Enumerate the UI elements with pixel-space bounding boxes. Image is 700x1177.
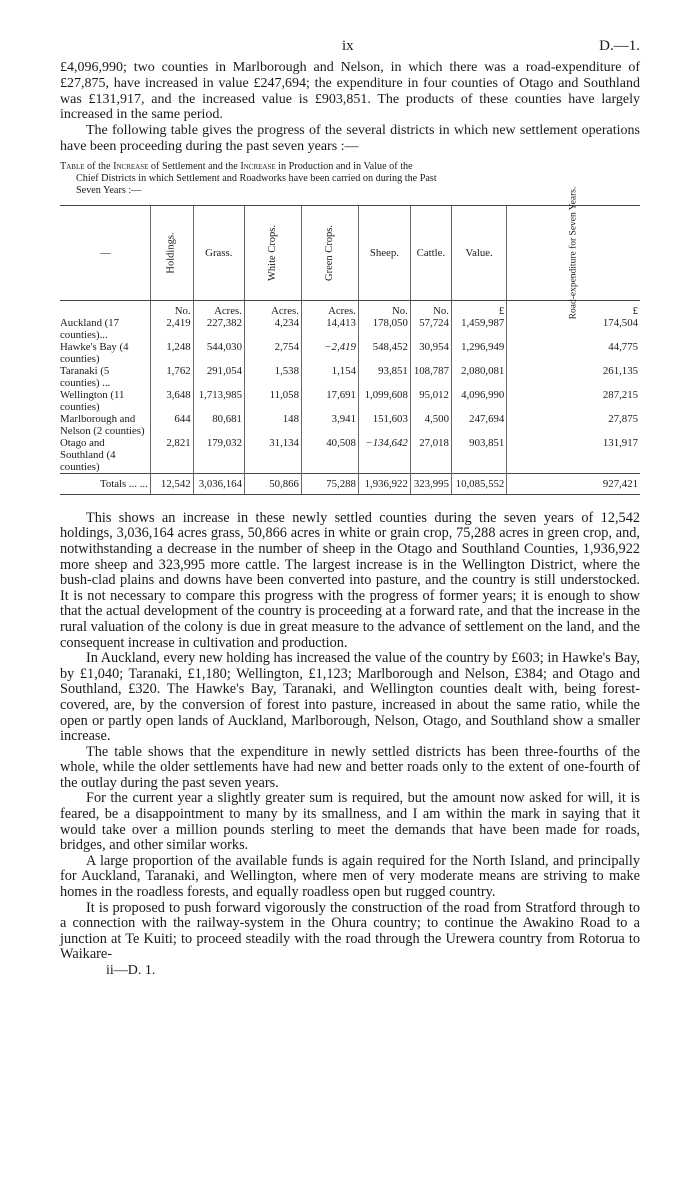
table-cell: 30,954 [410,341,451,365]
table-row [60,317,640,341]
table-cell: 2,080,081 [451,365,506,389]
row-label: Marlborough and Nelson (2 counties) [60,412,145,437]
table-row [60,389,640,413]
body-paragraph-4: For the current year a slightly greater sum is required, but the amount now asked for will, it is feared, be a disappointment to many by its smallness, and I am within the mark in saying that it would take over a million pounds sterling to meet the demands that have been made for roads, bridges, and other similar works. [60,790,640,854]
table-cell: 44,775 [507,341,640,365]
table-cell: 261,135 [507,365,640,389]
table-cell: 2,821 [151,437,193,474]
table-cell: 903,851 [451,437,506,474]
table-row [60,365,640,389]
table-cell: 4,234 [244,317,301,341]
table-cell: 2,419 [151,317,193,341]
body-paragraph-2: In Auckland, every new holding has increased the value of the country by £603; in Hawke's Bay, by £1,040; Taranaki, £1,180; Wellington, £1,123; Marlborough and Nelson, £384; and Otago and Southland, £320. The Hawke's Bay, Taranaki, and Wellington counties dealt with, being forest-covered, are, by the conversion of forest into pasture, increased in about the same ratio, while the open or partly open lands of Auckland, Marlborough, Nelson, Otago, and Southland show a smaller increase. [60,650,640,745]
table-cell: 93,851 [358,365,410,389]
settlement-table [60,186,640,495]
column-header: Holdings. [151,205,193,300]
row-label: Otago and Southland (4 counties) [60,436,116,473]
column-header: Grass. [193,205,244,300]
table-row [60,341,640,365]
table-cell: 1,762 [151,365,193,389]
table-cell: 2,754 [244,341,301,365]
totals-cell: 75,288 [301,473,358,494]
table-cell: 80,681 [193,413,244,437]
table-cell: 644 [151,413,193,437]
table-row [60,413,640,437]
totals-cell: 50,866 [244,473,301,494]
intro-paragraph-2: The following table gives the progress of the several districts in which new settlement operations have been proceeding during the past seven years :— [60,123,640,154]
row-label: Auckland (17 counties)... [60,316,120,341]
row-label: Hawke's Bay (4 counties) [60,340,129,365]
table-cell: 40,508 [301,437,358,474]
totals-cell: 323,995 [410,473,451,494]
column-header: Green Crops. [301,205,358,300]
table-cell: 179,032 [193,437,244,474]
table-cell: 31,134 [244,437,301,474]
table-cell: 95,012 [410,389,451,413]
row-label: Taranaki (5 counties) ... [60,364,111,389]
table-cell: 17,691 [301,389,358,413]
body-paragraph-5: A large proportion of the available funds is again required for the North Island, and principally for Auckland, Taranaki, and Wellington, where men of very moderate means are striving to make homes in the roadless forests, and equally roadless open but rugged country. [60,852,640,901]
body-text [60,511,640,979]
totals-cell: 10,085,552 [451,473,506,494]
totals-cell: 3,036,164 [193,473,244,494]
table-cell: 3,648 [151,389,193,413]
totals-label: Totals ... ... [60,473,151,494]
table-cell: 1,713,985 [193,389,244,413]
table-cell: 291,054 [193,365,244,389]
body-paragraph-1: This shows an increase in these newly settled counties during the seven years of 12,542 holdings, 3,036,164 acres grass, 50,866 acres in white or grain crop, 75,288 acres in green crop, and, notwithstanding a decrease in the number of sheep in the Otago and Southland Counties, 1,936,922 more sheep and 323,995 more cattle. The largest increase is in the Wellington District, where the bush-clad plains and downs have been converted into pasture, and the country is still understocked. It is not necessary to compare this progress with the progress of former years; it is enough to show that the actual development of the country is proceeding at a forward rate, and that the increase in the rural valuation of the colony is due in great measure to the advance of settlement on the land, and the consequent increase in cultivation and production. [60,509,640,651]
totals-cell: 1,936,922 [358,473,410,494]
table-cell: 548,452 [358,341,410,365]
totals-cell: 12,542 [151,473,193,494]
document-page [60,38,640,979]
column-header: Road-expenditure for Seven Years. [507,205,640,300]
row-label: Wellington (11 counties) [60,388,125,413]
body-paragraph-6: It is proposed to push forward vigorously the construction of the road from Stratford through to a connection with the railway-system in the Ohura country; to continue the Awakino Road to a junction at Te Kuiti; to proceed steadily with the road through the Urewera country from Rotorua to Waikare- [60,899,640,963]
units-row: No. Acres. Acres. Acres. No. No. £ £ [60,300,640,317]
table-header-row [60,205,640,300]
column-header: Value. [451,205,506,300]
page-header [60,38,640,60]
body-paragraph-3: The table shows that the expenditure in newly settled districts has been three-fourths of the whole, while the older settlements have had new and better roads only to the extent of one-fourth of the outlay during the past seven years. [60,743,640,791]
table-cell: 14,413 [301,317,358,341]
page-number: ix [342,38,354,54]
table-cell: 1,296,949 [451,341,506,365]
table-cell: −134,642 [358,437,410,474]
table-cell: 178,050 [358,317,410,341]
table-cell: 27,875 [507,413,640,437]
table-cell: 1,099,608 [358,389,410,413]
table-cell: −2,419 [301,341,358,365]
column-header: Cattle. [410,205,451,300]
table-cell: 131,917 [507,437,640,474]
table-cell: 27,018 [410,437,451,474]
table-cell: 1,538 [244,365,301,389]
table-cell: 3,941 [301,413,358,437]
table-cell: 151,603 [358,413,410,437]
table-cell: 1,248 [151,341,193,365]
table-cell: 108,787 [410,365,451,389]
table-row [60,437,640,474]
column-header: — [60,205,151,300]
intro-paragraph-1: £4,096,990; two counties in Marlborough and Nelson, in which there was a road-expenditure of £27,875, have increased in value £247,694; the expenditure in four counties of Otago and Southland was £131,917, and the increased value is £903,851. The products of these counties have largely increased in the same period. [60,60,640,123]
table-cell: 227,382 [193,317,244,341]
footer-signature: ii—D. 1. [106,963,156,978]
table-cell: 1,459,987 [451,317,506,341]
table-cell: 287,215 [507,389,640,413]
table-cell: 174,504 [507,317,640,341]
table-cell: 11,058 [244,389,301,413]
table-cell: 148 [244,413,301,437]
table-cell: 4,096,990 [451,389,506,413]
table-cell: 4,500 [410,413,451,437]
table-cell: 247,694 [451,413,506,437]
document-reference: D.—1. [599,38,640,54]
totals-cell: 927,421 [507,473,640,494]
table-cell: 544,030 [193,341,244,365]
totals-row [60,473,640,494]
table-cell: 57,724 [410,317,451,341]
column-header: White Crops. [244,205,301,300]
table-cell: 1,154 [301,365,358,389]
table-caption: Table of the Increase of Settlement and the Increase in Production and in Value of the Chief Districts in which Settlement and Roadworks have been carried on during the Past Seven Years :— [60,160,437,196]
column-header: Sheep. [358,205,410,300]
